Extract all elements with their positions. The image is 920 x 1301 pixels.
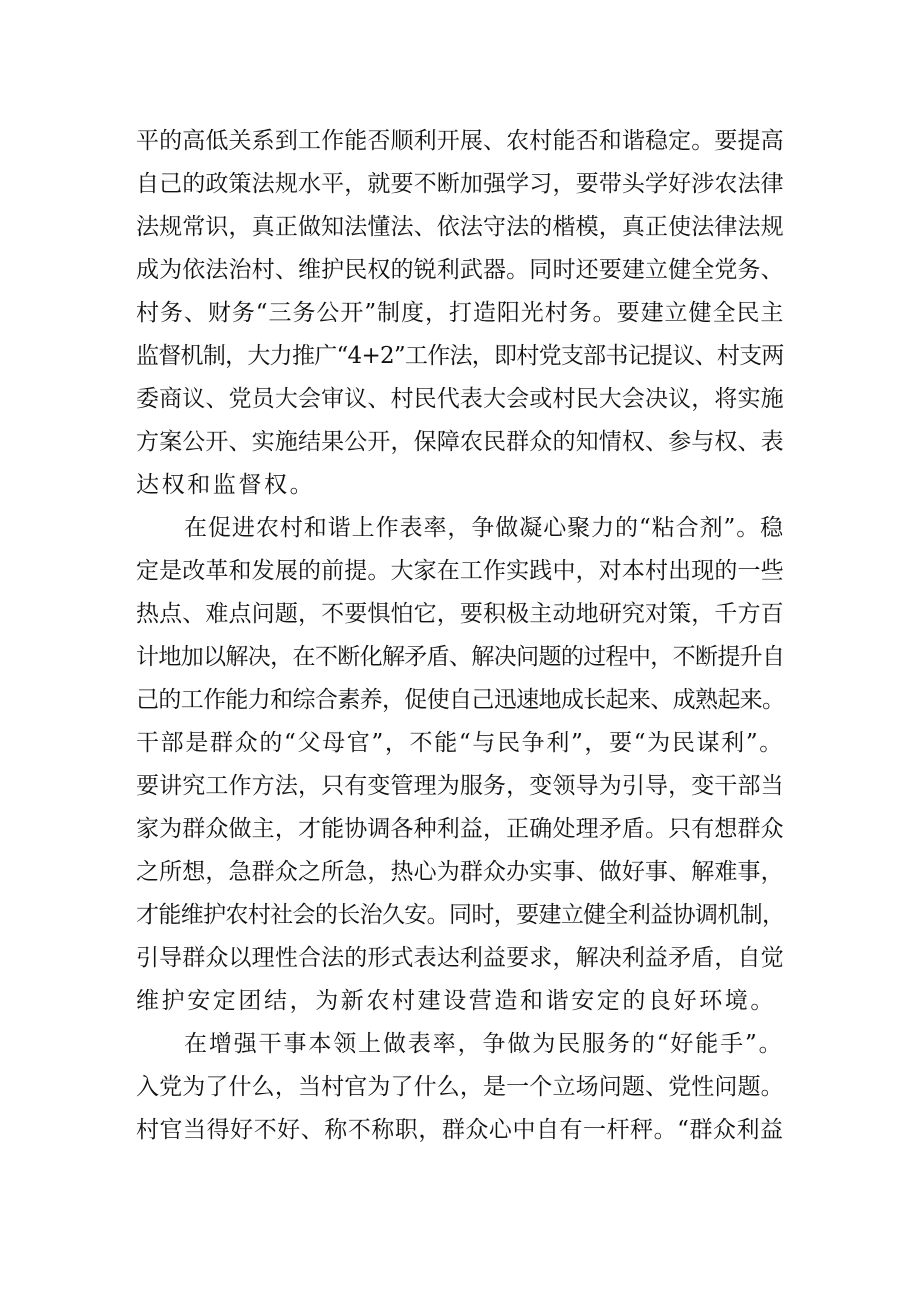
- text-line: 监督机制，大力推广“4+2”工作法，即村党支部书记提议、村支两: [136, 343, 784, 369]
- text-line: 热点、难点问题，不要惧怕它，要积极主动地研究对策，千方百: [136, 601, 784, 627]
- text-line: 维护安定团结，为新农村建设营造和谐安定的良好环境。: [136, 988, 776, 1014]
- text-line: 干部是群众的“父母官”，不能“与民争利”，要“为民谋利”。: [136, 730, 784, 756]
- text-line: 之所想，急群众之所急，热心为群众办实事、做好事、解难事，: [136, 859, 784, 885]
- text-line: 己的工作能力和综合素养，促使自己迅速地成长起来、成熟起来。: [136, 687, 785, 713]
- paragraph-start-line: 在增强干事本领上做表率，争做为民服务的“好能手”。: [184, 1031, 784, 1057]
- text-line: 才能维护农村社会的长治久安。同时，要建立健全利益协调机制，: [136, 902, 785, 928]
- text-line: 定是改革和发展的前提。大家在工作实践中，对本村出现的一些: [136, 558, 784, 584]
- text-line: 自己的政策法规水平，就要不断加强学习，要带头学好涉农法律: [136, 171, 784, 197]
- text-line: 计地加以解决，在不断化解矛盾、解决问题的过程中，不断提升自: [136, 644, 785, 670]
- text-line: 村务、财务“三务公开”制度，打造阳光村务。要建立健全民主: [136, 300, 785, 326]
- paragraph-start-line: 在促进农村和谐上作表率，争做凝心聚力的“粘合剂”。稳: [184, 515, 785, 541]
- text-line: 成为依法治村、维护民权的锐利武器。同时还要建立健全党务、: [136, 257, 784, 283]
- text-line: 法规常识，真正做知法懂法、依法守法的楷模，真正使法律法规: [136, 214, 784, 240]
- text-line: 委商议、党员大会审议、村民代表大会或村民大会决议，将实施: [136, 386, 784, 412]
- text-line: 方案公开、实施结果公开，保障农民群众的知情权、参与权、表: [136, 429, 784, 455]
- text-line: 家为群众做主，才能协调各种利益，正确处理矛盾。只有想群众: [136, 816, 784, 842]
- text-line: 引导群众以理性合法的形式表达利益要求，解决利益矛盾，自觉: [136, 945, 784, 971]
- text-line: 平的高低关系到工作能否顺利开展、农村能否和谐稳定。要提高: [136, 128, 784, 154]
- text-line: 要讲究工作方法，只有变管理为服务，变领导为引导，变干部当: [136, 773, 784, 799]
- text-line: 入党为了什么，当村官为了什么，是一个立场问题、党性问题。: [136, 1074, 784, 1100]
- text-line: 达权和监督权。: [136, 472, 316, 498]
- text-line: 村官当得好不好、称不称职，群众心中自有一杆秤。“群众利益: [136, 1117, 784, 1143]
